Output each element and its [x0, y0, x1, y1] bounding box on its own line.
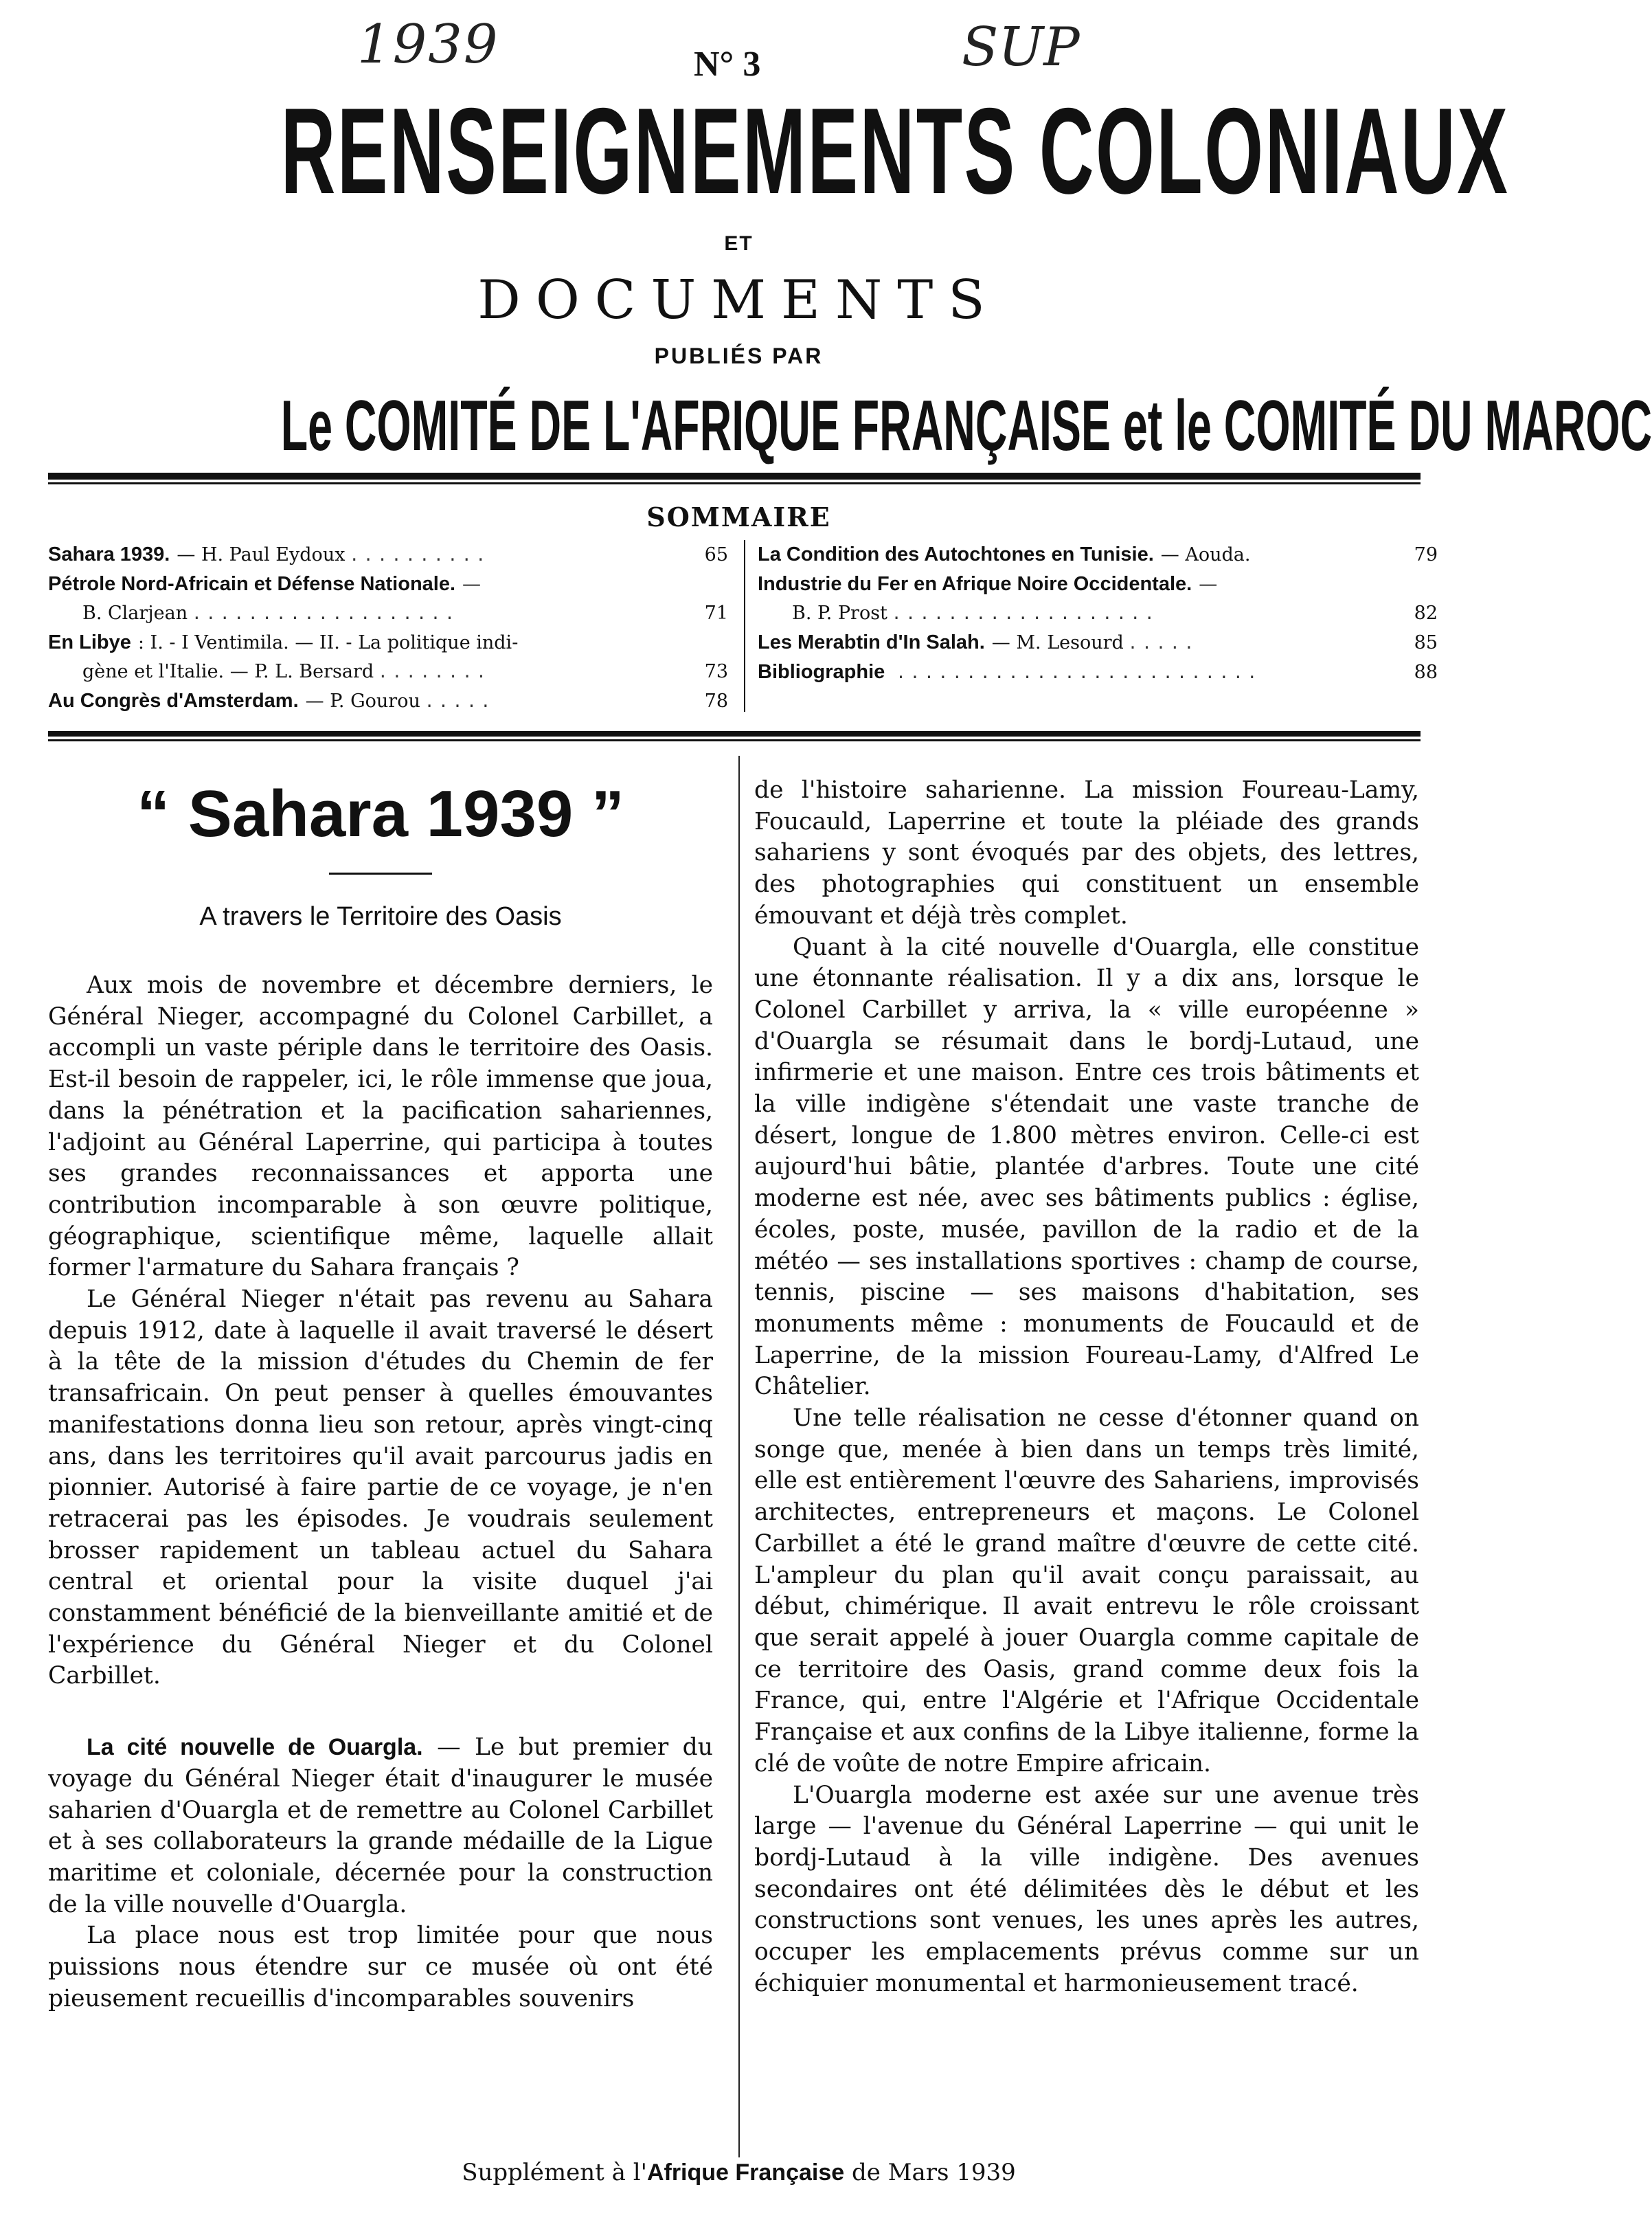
toc-page: 78 — [704, 691, 728, 712]
toc-leader: .......................... — [896, 663, 1261, 682]
article-subtitle: A travers le Territoire des Oasis — [199, 902, 562, 931]
toc-entry — [48, 599, 728, 628]
toc-page: 79 — [1414, 544, 1438, 565]
article-column-left — [48, 776, 713, 2015]
toc-author: — P. Gourou — [305, 691, 420, 712]
toc-author: — — [462, 574, 482, 595]
sommaire-heading: SOMMAIRE — [646, 502, 831, 532]
toc-author: B. Clarjean — [82, 603, 188, 624]
toc-author: — H. Paul Eydoux — [177, 544, 346, 565]
toc-page: 85 — [1414, 632, 1438, 653]
footer-post: de Mars 1939 — [844, 2159, 1016, 2186]
toc-title: Pétrole Nord-Africain et Défense Nationale. — [48, 573, 456, 595]
toc-author: — — [1199, 574, 1218, 595]
toc-page: 65 — [704, 544, 728, 565]
toc-title: Industrie du Fer en Afrique Noire Occidentale. — [758, 573, 1192, 595]
toc-entry — [48, 686, 728, 716]
handwritten-year: 1939 — [357, 14, 499, 76]
footer-journal: Afrique Française — [646, 2159, 845, 2186]
paragraph: L'Ouargla moderne est axée sur une avenue très large — l'avenue du Général Laperrine — qui unit le bordj-Lutaud à la ville indigène. Des avenues secondaires ont été délimitées dès le début et les constructions sont venues, les unes après les autres, occuper les emplacements prévus comme sur un échiquier monumental et harmonieusement tracé. — [754, 1781, 1419, 1997]
footer — [0, 2159, 1478, 2186]
toc-title: Sahara 1939. — [48, 543, 170, 565]
toc-leader: .......... — [349, 546, 490, 565]
section-heading: La cité nouvelle de Ouargla. — [87, 1734, 423, 1761]
paragraph-text: — Le but premier du voyage du Général Nieger était d'inaugurer le musée saharien d'Ouargla et de remettre au Colonel Carbillet et à ses collaborateurs la grande médaille de la Ligue maritime et coloniale, décernée pour la construction de la ville nouvelle d'Ouargla. — [48, 1733, 713, 1918]
paragraph: Le Général Nieger n'était pas revenu au Sahara depuis 1912, date à laquelle il avait traversé le désert à la tête de la mission d'études du Chemin de fer transafricain. On peut penser à quelles émouvantes manifestations donna lieu son retour, après vingt-cinq ans, dans les territoires qu'il avait parcourus jadis en pionnier. Autorisé à faire partie de ce voyage, je n'en retracerai pas les épisodes. Je voudrais seulement brosser rapidement un tableau actuel du Sahara central et oriental pour la visite duquel j'ai constamment bénéficié de la bienveillante amitié et de l'expérience du Général Nieger et du Colonel Carbillet. — [48, 1286, 713, 1690]
article-title: “ Sahara 1939 ” — [137, 777, 624, 851]
title-separator — [329, 873, 432, 875]
masthead-et: ET — [724, 232, 754, 255]
toc-entry — [758, 628, 1438, 658]
header-rule — [48, 473, 1421, 480]
toc-entry — [48, 628, 728, 658]
toc-title: Au Congrès d'Amsterdam. — [48, 690, 299, 712]
toc-page: 88 — [1414, 662, 1438, 683]
article-column-right — [754, 775, 1419, 1999]
toc-left-column — [48, 540, 728, 716]
paragraph: La place nous est trop limitée pour que nous puissions nous étendre sur ce musée où ont été pieusement recueillis d'incomparables souvenirs — [48, 1922, 713, 2012]
toc-right-column — [758, 540, 1438, 687]
toc-entry — [758, 599, 1438, 628]
column-divider — [738, 756, 740, 2157]
toc-title: Les Merabtin d'In Salah. — [758, 631, 985, 653]
toc-author: B. P. Prost — [792, 603, 887, 624]
toc-divider — [744, 540, 745, 712]
toc-author: : I. - I Ventimila. — II. - La politique indi- — [137, 632, 519, 653]
masthead-documents: DOCUMENTS — [477, 269, 1000, 331]
paragraph: de l'histoire saharienne. La mission Foureau-Lamy, Foucauld, Laperrine et toute la pléiade des grands sahariens y sont évoqués par des objets, des lettres, des photographies qui constituent un ensemble émouvant et déjà très complet. — [754, 776, 1419, 930]
toc-leader: ..... — [1127, 633, 1199, 653]
handwritten-code: SUP — [962, 16, 1080, 78]
toc-leader: ................... — [891, 604, 1159, 623]
toc-author: — M. Lesourd — [991, 632, 1124, 653]
toc-entry — [48, 540, 728, 570]
toc-entry — [758, 540, 1438, 570]
toc-entry — [758, 658, 1438, 687]
toc-rule — [48, 731, 1421, 737]
paragraph — [48, 1732, 713, 1920]
toc-entry — [48, 658, 728, 686]
toc-title: La Condition des Autochtones en Tunisie. — [758, 543, 1154, 565]
paragraph: Une telle réalisation ne cesse d'étonner quand on songe que, menée à bien dans un temps très limité, elle est entièrement l'œuvre des Sahariens, improvisés architectes, entrepreneurs et maçons. Le Colonel Carbillet a été le grand maître d'œuvre de cette cité. L'ampleur du plan qu'il avait conçu paraissait, au début, chimérique. Il avait entrevu le rôle croissant que serait appelé à jouer Ouargla comme capitale de ce territoire des Oasis, grand comme deux fois la France, qui, entre l'Algérie et l'Afrique Occidentale Française et aux confins de la Libye italienne, forme la clé de voûte de notre Empire africain. — [754, 1404, 1419, 1777]
toc-entry — [48, 570, 728, 599]
toc-entry — [758, 570, 1438, 599]
paragraph: Quant à la cité nouvelle d'Ouargla, elle constitue une étonnante réalisation. Il y a dix ans, lorsque le Colonel Carbillet y arriva, la « ville européenne » d'Ouargla se résumait dans le bordj-Lutaud, une infirmerie et une maison. Entre ces trois bâtiments et la ville indigène s'étendait une vaste tranche de désert, longue de 1.800 mètres environ. Celle-ci est aujourd'hui bâtie, plantée d'arbres. Toute une cité moderne est née, avec ses bâtiments publics : église, écoles, poste, musée, pavillon de la radio et de la météo — ses installations sportives : champ de course, tennis, piscine — ses maisons d'habitation, ses monuments même : monuments de Foucauld et de Laperrine, de la mission Foureau-Lamy, d'Alfred Le Châtelier. — [754, 933, 1419, 1401]
toc-page: 71 — [704, 603, 728, 624]
toc-title: Bibliographie — [758, 661, 885, 683]
toc-author: gène et l'Italie. — P. L. Bersard — [82, 661, 374, 682]
paragraph: Aux mois de novembre et décembre derniers, le Général Nieger, accompagné du Colonel Carbillet, a accompli un vaste périple dans le territoire des Oasis. Est-il besoin de rappeler, ici, le rôle immense que joua, dans la pénétration et la pacification sahariennes, l'adjoint au Général Laperrine, qui participa à toutes ses grandes reconnaissances et apporta une contribution incomparable à son œuvre politique, géographique, scientifique même, laquelle allait former l'armature du Sahara français ? — [48, 972, 713, 1282]
toc-author: — Aouda. — [1160, 544, 1251, 565]
toc-page: 73 — [704, 661, 728, 682]
masthead-publisher: Le COMITÉ DE L'AFRIQUE FRANÇAISE et le COMITÉ DU MAROC — [280, 386, 1652, 466]
toc-title: En Libye — [48, 631, 131, 653]
issue-number: N° 3 — [694, 45, 761, 84]
header-rule-thin — [48, 482, 1421, 484]
toc-leader: ................... — [192, 604, 459, 623]
toc-page: 82 — [1414, 603, 1438, 624]
toc-leader: ........ — [378, 662, 490, 682]
masthead-publies-par: PUBLIÉS PAR — [654, 344, 824, 368]
toc-leader: ..... — [424, 692, 495, 711]
masthead-title: RENSEIGNEMENTS COLONIAUX — [280, 82, 1510, 219]
toc-rule-thin — [48, 739, 1421, 741]
footer-pre: Supplément à l' — [462, 2159, 647, 2186]
